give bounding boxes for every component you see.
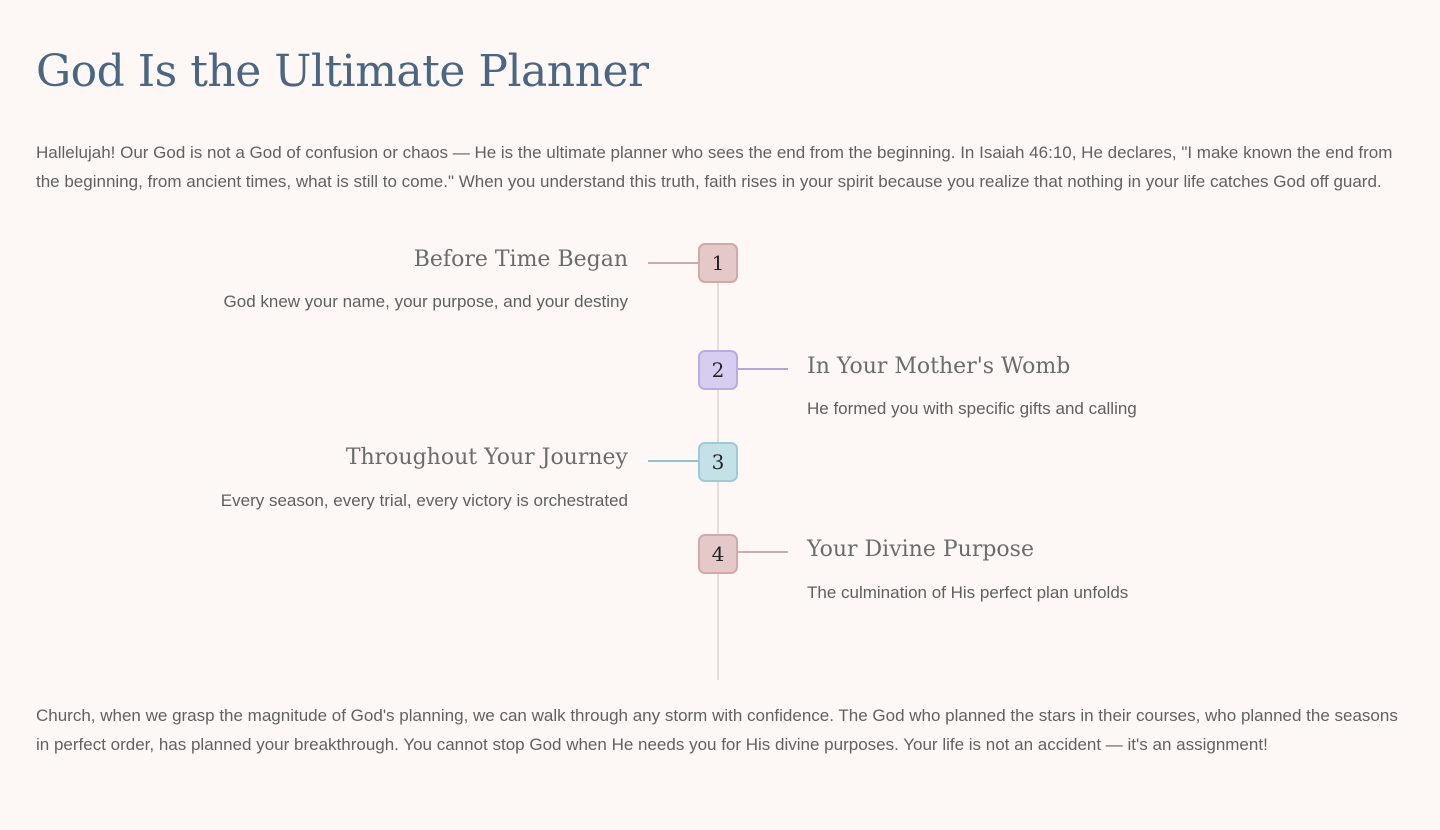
timeline-step-2-description: He formed you with specific gifts and calling	[807, 399, 1137, 418]
timeline-step-1-description: God knew your name, your purpose, and your destiny	[223, 292, 628, 311]
timeline-step-1-title: Before Time Began	[413, 247, 628, 272]
page-title: God Is the Ultimate Planner	[36, 46, 649, 97]
timeline-step-3-description: Every season, every trial, every victory is orchestrated	[220, 491, 628, 510]
intro-paragraph: Hallelujah! Our God is not a God of confusion or chaos — He is the ultimate planner who sees the end from the beginning. In Isaiah 46:10, He declares, "I make known the end from the beginning, from ancient times, what is still to come." When you understand this truth, faith rises in your spirit because you realize that nothing in your life catches God off guard.	[36, 143, 1393, 191]
timeline-step-4-title: Your Divine Purpose	[807, 537, 1034, 562]
timeline-step-3-title: Throughout Your Journey	[345, 445, 628, 470]
timeline-connector-1	[648, 262, 698, 264]
timeline-connector-2	[738, 368, 788, 370]
timeline-step-1-badge: 1	[698, 243, 738, 283]
timeline-step-4-description: The culmination of His perfect plan unfolds	[807, 583, 1129, 602]
timeline-step-2-title: In Your Mother's Womb	[807, 354, 1071, 379]
closing-paragraph: Church, when we grasp the magnitude of God's planning, we can walk through any storm with confidence. The God who planned the stars in their courses, who planned the seasons in perfect order, has planned your breakthrough. You cannot stop God when He needs you for His divine purposes. Your life is not an accident — it's an assignment!	[36, 706, 1398, 754]
timeline-step-4-badge: 4	[698, 534, 738, 574]
timeline-connector-4	[738, 551, 788, 553]
timeline-step-3-badge: 3	[698, 442, 738, 482]
timeline-step-2-badge: 2	[698, 350, 738, 390]
timeline	[0, 230, 1440, 690]
timeline-connector-3	[648, 460, 698, 462]
